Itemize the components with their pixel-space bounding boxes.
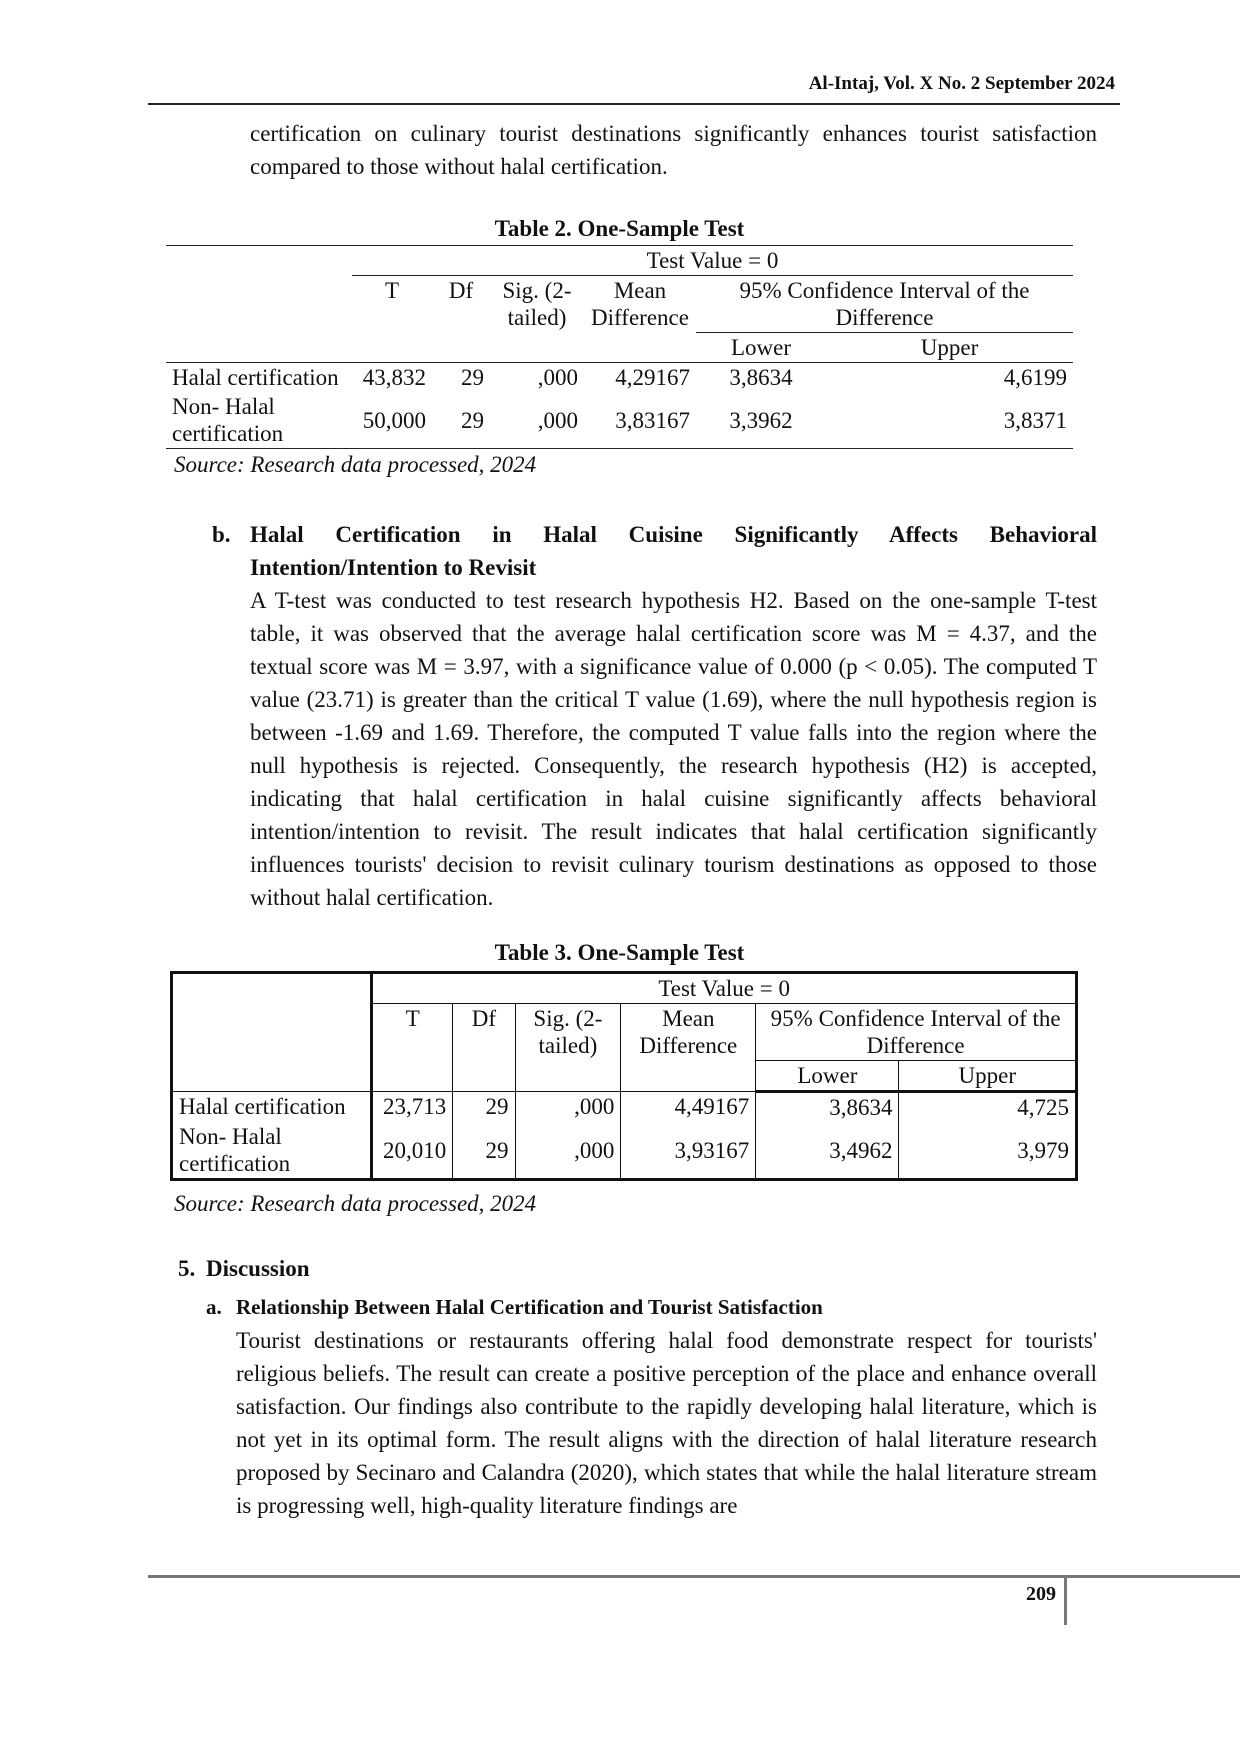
table2-header-df: Df xyxy=(448,278,474,303)
footer-rule xyxy=(148,1575,1240,1578)
row-label: Halal certification xyxy=(166,363,352,393)
section-b-heading: Halal Certification in Halal Cuisine Significantly Affects Behavioral Intention/Intention to Revisit xyxy=(250,522,1097,580)
section-5-number: 5. xyxy=(178,1256,196,1281)
row-label: Non- Halal certification xyxy=(166,392,352,449)
table2-title: Table 2. One-Sample Test xyxy=(494,216,745,241)
cell-lower: 3,3962 xyxy=(696,392,826,449)
table-row xyxy=(172,1122,1077,1180)
running-head: Al-Intaj, Vol. X No. 2 September 2024 xyxy=(808,73,1115,94)
cell-sig: ,000 xyxy=(490,392,584,449)
cell-upper: 4,6199 xyxy=(826,363,1073,393)
table3-header-mean: Mean Difference xyxy=(621,1004,756,1092)
table3-header-upper: Upper xyxy=(899,1061,1077,1092)
section-5a xyxy=(206,1291,1097,1522)
table2-header-t: T xyxy=(384,278,400,303)
row-label: Non- Halal certification xyxy=(172,1122,372,1180)
cell-t: 43,832 xyxy=(352,363,432,393)
cell-upper: 4,725 xyxy=(899,1092,1077,1123)
cell-sig: ,000 xyxy=(515,1122,621,1180)
footer-bar xyxy=(1064,1575,1067,1625)
cell-sig: ,000 xyxy=(515,1092,621,1123)
cell-lower: 3,8634 xyxy=(756,1092,899,1123)
table3 xyxy=(170,971,1078,1181)
cell-upper: 3,979 xyxy=(899,1122,1077,1180)
cell-t: 50,000 xyxy=(352,392,432,449)
section-5-heading xyxy=(178,1256,310,1282)
table2-header-upper: Upper xyxy=(920,335,979,360)
section-b-body: A T-test was conducted to test research hypothesis H2. Based on the one-sample T-test table, it was observed that the average halal certification score was M = 4.37, and the textual score was M = 3.97, with a significance value of 0.000 (p < 0.05). The computed T value (23.71) is greater than the critical T value (1.69), where the null hypothesis region is between -1.69 and 1.69. Therefore, the computed T value falls into the region where the null hypothesis is rejected. Consequently, the research hypothesis (H2) is accepted, indicating that halal certification in halal cuisine significantly affects behavioral intention/intention to revisit. The result indicates that halal certification significantly influences tourists' decision to revisit culinary tourism destinations as opposed to those without halal certification. xyxy=(250,588,1097,910)
cell-mean: 4,29167 xyxy=(584,363,696,393)
cell-t: 23,713 xyxy=(372,1092,453,1123)
cell-upper: 3,8371 xyxy=(826,392,1073,449)
cell-mean: 3,83167 xyxy=(584,392,696,449)
table2-header-mean: Mean Difference xyxy=(591,278,689,330)
page-number: 209 xyxy=(1026,1583,1056,1605)
cell-lower: 3,8634 xyxy=(696,363,826,393)
table3-header-df: Df xyxy=(453,1004,515,1092)
section-b xyxy=(212,518,1097,914)
section-5a-heading: Relationship Between Halal Certification and Tourist Satisfaction xyxy=(236,1295,823,1319)
cell-mean: 4,49167 xyxy=(621,1092,756,1123)
cell-mean: 3,93167 xyxy=(621,1122,756,1180)
table2-header-lower: Lower xyxy=(730,335,792,360)
table3-title: Table 3. One-Sample Test xyxy=(494,940,745,965)
cell-df: 29 xyxy=(453,1092,515,1123)
section-5a-marker: a. xyxy=(206,1295,222,1319)
table2-test-value: Test Value = 0 xyxy=(352,246,1073,276)
table3-header-t: T xyxy=(372,1004,453,1092)
table-row xyxy=(166,392,1073,449)
cell-t: 20,010 xyxy=(372,1122,453,1180)
section-b-marker: b. xyxy=(212,522,231,547)
table3-source: Source: Research data processed, 2024 xyxy=(174,1191,537,1216)
section-5-title: Discussion xyxy=(206,1256,310,1281)
table2-header-ci: 95% Confidence Interval of the Difference xyxy=(696,276,1073,333)
cell-sig: ,000 xyxy=(490,363,584,393)
intro-paragraph: certification on culinary tourist destinations significantly enhances tourist satisfaction compared to those without halal certification. xyxy=(250,121,1097,179)
table-row xyxy=(166,363,1073,393)
section-5a-body: Tourist destinations or restaurants offering halal food demonstrate respect for tourists' religious beliefs. The result can create a positive perception of the place and enhance overall satisfaction. Our findings also contribute to the rapidly developing halal literature, which is not yet in its optimal form. The result aligns with the direction of halal literature research proposed by Secinaro and Calandra (2020), which states that while the halal literature stream is progressing well, high-quality literature findings are xyxy=(236,1328,1097,1518)
table2-source: Source: Research data processed, 2024 xyxy=(174,452,537,477)
cell-lower: 3,4962 xyxy=(756,1122,899,1180)
header-rule xyxy=(148,103,1120,105)
cell-df: 29 xyxy=(453,1122,515,1180)
table2 xyxy=(166,245,1073,449)
table3-test-value: Test Value = 0 xyxy=(372,973,1077,1004)
cell-df: 29 xyxy=(432,392,490,449)
table3-header-ci: 95% Confidence Interval of the Difference xyxy=(756,1004,1077,1061)
row-label: Halal certification xyxy=(172,1092,372,1123)
table-row xyxy=(172,1092,1077,1123)
table3-header-lower: Lower xyxy=(756,1061,899,1092)
table3-header-sig: Sig. (2-tailed) xyxy=(515,1004,621,1092)
table2-header-sig: Sig. (2-tailed) xyxy=(502,278,572,330)
cell-df: 29 xyxy=(432,363,490,393)
